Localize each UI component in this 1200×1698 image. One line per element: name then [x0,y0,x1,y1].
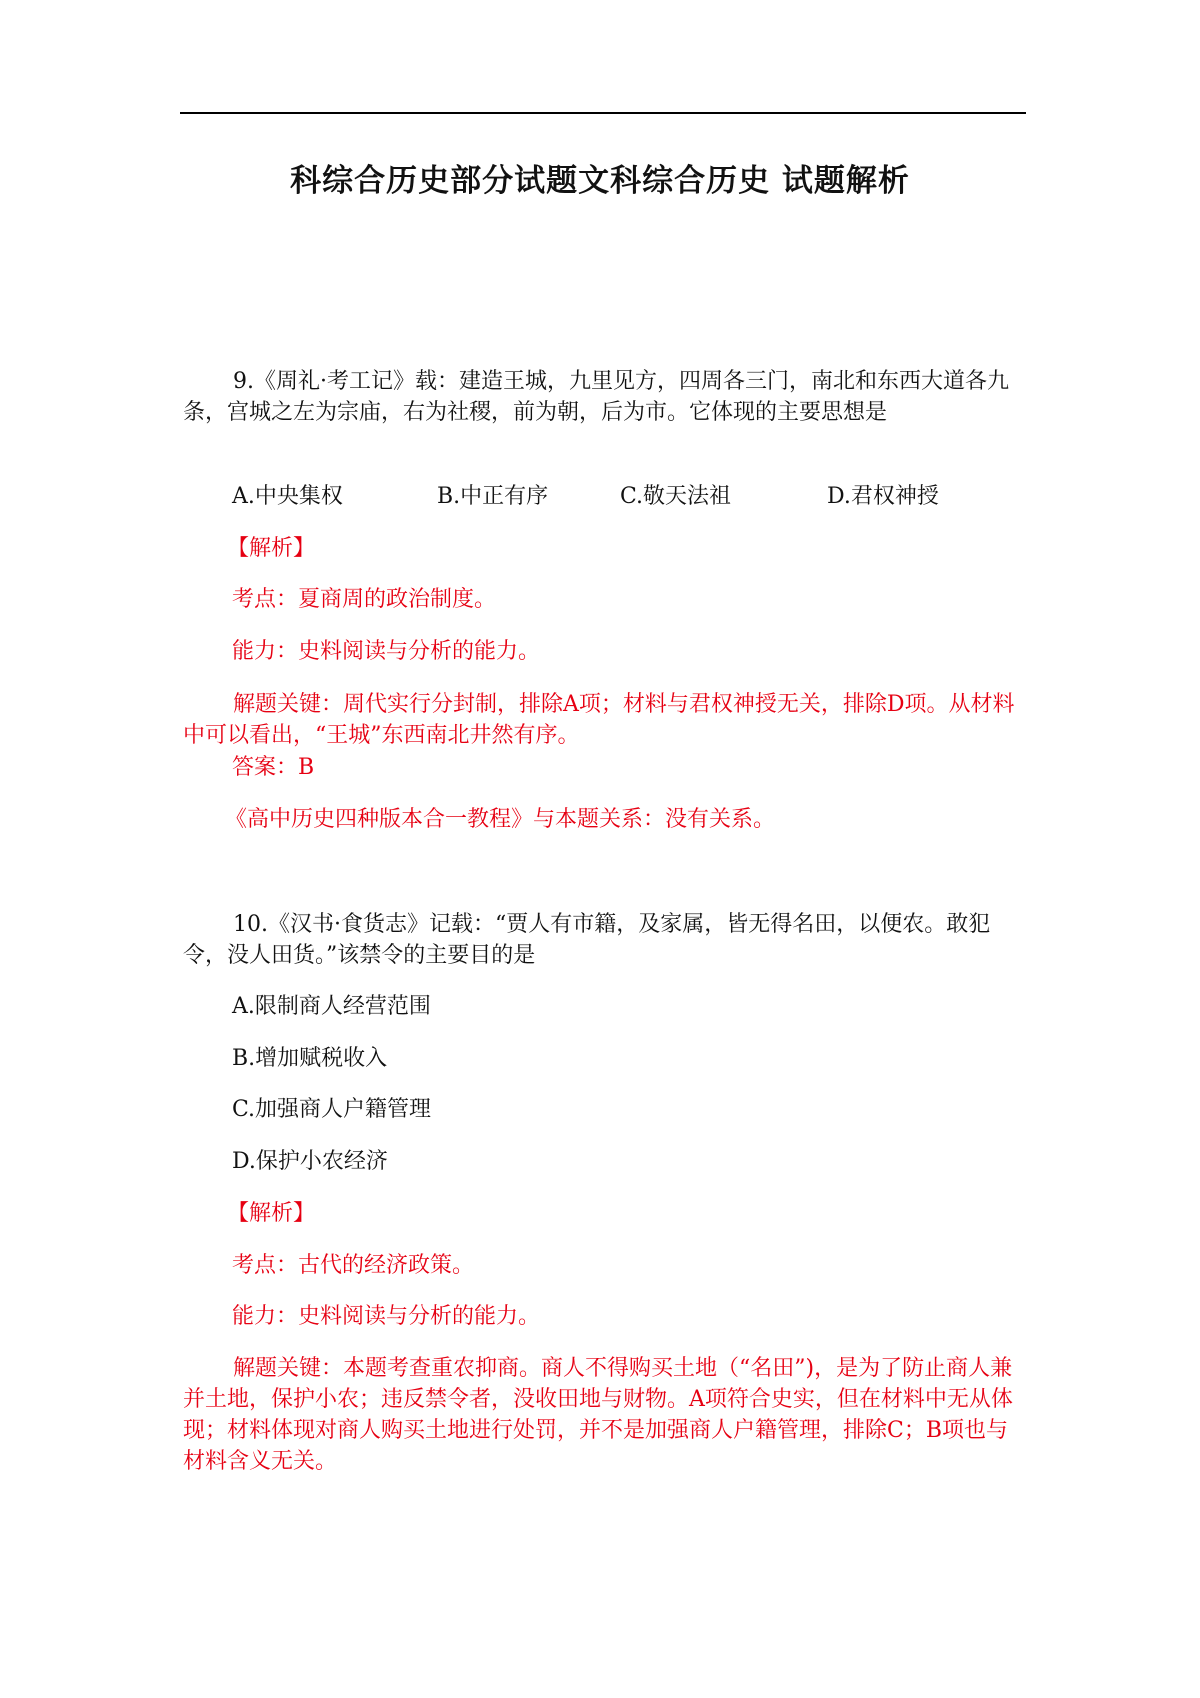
q9-kaodian: 考点：夏商周的政治制度。 [232,587,497,612]
q10-kaodian: 考点：古代的经济政策。 [232,1253,475,1278]
q9-key: 解题关键：周代实行分封制，排除A项；材料与君权神授无关，排除D项。从材料中可以看出，“王城”东西南北井然有序。 [183,692,1015,748]
q9-answer: 答案：B [232,755,315,780]
q9-option-d: D.君权神授 [827,484,939,509]
q9-relation: 《高中历史四种版本合一教程》与本题关系：没有关系。 [225,807,776,832]
q9-stem: 9.《周礼·考工记》载：建造王城，九里见方，四周各三门，南北和东西大道各九条，宫城之左为宗庙，右为社稷，前为朝，后为市。它体现的主要思想是 [183,369,1009,425]
page-title: 科综合历史部分试题文科综合历史 试题解析 [290,163,910,199]
q10-key: 解题关键：本题考查重农抑商。商人不得购买土地（“名田”)，是为了防止商人兼并土地，保护小农；违反禁令者，没收田地与财物。A项符合史实，但在材料中无从体现；材料体现对商人购买土地进行处罚，并不是加强商人户籍管理，排除C；B项也与材料含义无关。 [183,1356,1013,1474]
q10-nengli: 能力：史料阅读与分析的能力。 [232,1304,541,1329]
header-rule [180,112,1026,114]
q10-analysis-header: 【解析】 [227,1201,316,1226]
q9-option-c: C.敬天法祖 [620,484,732,509]
q9-nengli: 能力：史料阅读与分析的能力。 [232,639,541,664]
q10-stem: 10.《汉书·食货志》记载：“贾人有市籍，及家属，皆无得名田，以便农。敢犯令，没人田货。”该禁令的主要目的是 [183,912,991,968]
q10-option-d: D.保护小农经济 [232,1149,388,1174]
q9-option-a: A.中央集权 [232,484,343,509]
q10-option-c: C.加强商人户籍管理 [232,1097,432,1122]
q9-option-b: B.中正有序 [437,484,549,509]
q9-analysis-header: 【解析】 [227,536,316,561]
q10-option-a: A.限制商人经营范围 [232,994,431,1019]
q10-option-b: B.增加赋税收入 [232,1046,388,1071]
